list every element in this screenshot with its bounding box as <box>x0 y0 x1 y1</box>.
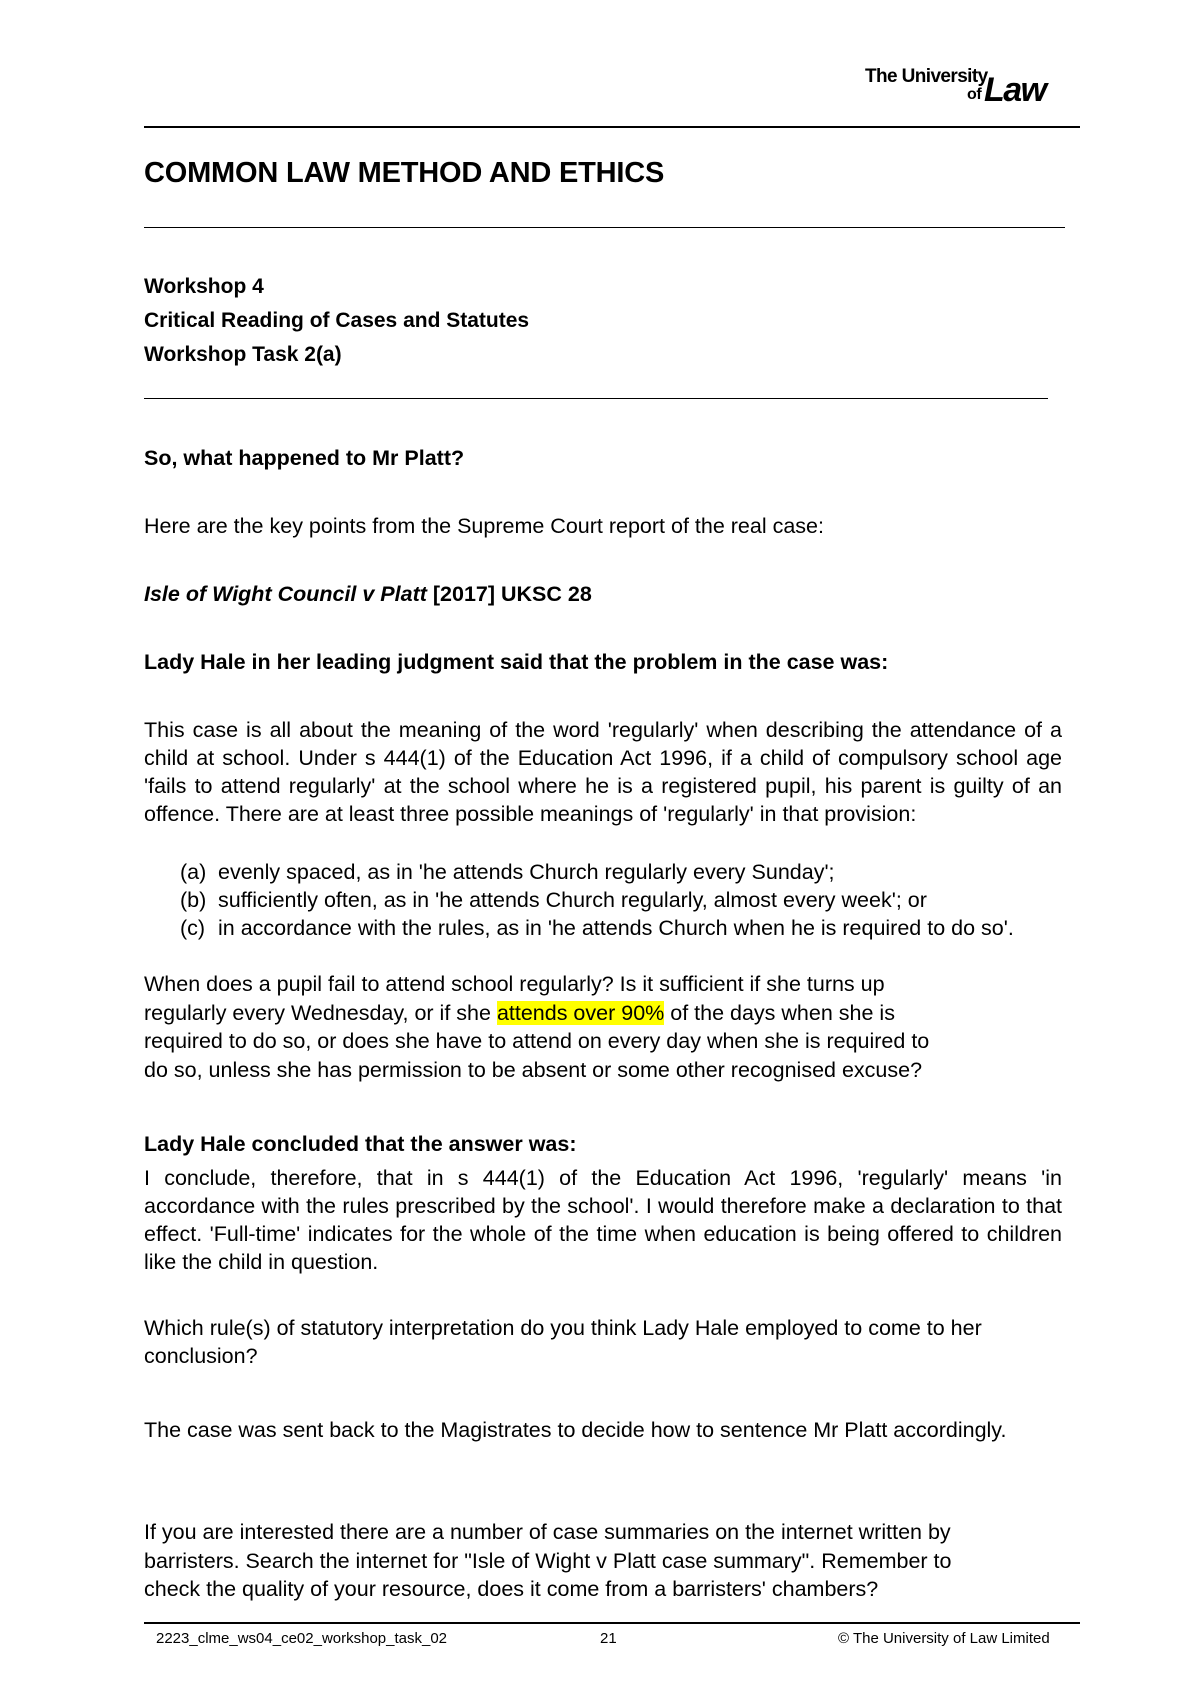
logo-law: Law <box>984 71 1046 109</box>
meta-rule <box>144 398 1048 399</box>
conclusion-paragraph: I conclude, therefore, that in s 444(1) of the Education Act 1996, 'regularly' means 'in accordance with the rules prescribed by the school'. I would therefore make a declaration to that effect. 'Full-time' indicates for the whole of the time when education is being offered to children like the child in question. <box>144 1166 1062 1274</box>
question-line: When does a pupil fail to attend school regularly? Is it sufficient if she turns up <box>144 972 885 996</box>
footer-page-number: 21 <box>600 1630 617 1647</box>
list-item <box>180 886 1062 914</box>
question-heading: So, what happened to Mr Platt? <box>144 446 465 470</box>
judgment-heading: Lady Hale in her leading judgment said that the problem in the case was: <box>144 650 889 674</box>
question-line: do so, unless she has permission to be absent or some other recognised excuse? <box>144 1057 923 1082</box>
footer-copyright: © The University of Law Limited <box>838 1630 1050 1647</box>
list-item <box>180 858 1062 886</box>
interest-line: barristers. Search the internet for "Isle of Wight v Platt case summary". Remember to <box>144 1548 952 1573</box>
logo-line1: The University <box>865 66 988 87</box>
workshop-number: Workshop 4 <box>144 275 264 298</box>
question-line-highlighted <box>144 999 1062 1028</box>
document-title: COMMON LAW METHOD AND ETHICS <box>144 157 665 189</box>
list-item-text: in accordance with the rules, as in 'he attends Church when he is required to do so'. <box>218 916 1014 940</box>
title-rule <box>144 227 1065 228</box>
footer-doc-code: 2223_clme_ws04_ce02_workshop_task_02 <box>156 1630 448 1647</box>
intro-text: Here are the key points from the Supreme Court report of the real case: <box>144 514 824 538</box>
list-item-text: sufficiently often, as in 'he attends Church regularly, almost every week'; or <box>218 888 927 912</box>
interest-line: check the quality of your resource, does it come from a barristers' chambers? <box>144 1577 879 1601</box>
question-paragraph <box>144 970 1062 1084</box>
sent-back-text: The case was sent back to the Magistrates to decide how to sentence Mr Platt accordingly. <box>144 1418 1007 1442</box>
university-of-law-logo <box>865 64 1077 108</box>
interest-paragraph <box>144 1518 1062 1604</box>
workshop-topic: Critical Reading of Cases and Statutes <box>144 309 530 332</box>
header-rule <box>144 126 1080 128</box>
case-citation: [2017] UKSC 28 <box>426 582 592 606</box>
problem-paragraph: This case is all about the meaning of the word 'regularly' when describing the attendance of a child at school. Under s 444(1) of the Education Act 1996, if a child of compulsory school age 'fails to attend regularly' at the school where he is a registered pupil, his parent is guilty of an offence. There are at least three possible meanings of 'regularly' in that provision: <box>144 718 1062 826</box>
footer-rule <box>144 1622 1080 1624</box>
list-item-label: (c) <box>180 916 206 940</box>
question-line: required to do so, or does she have to attend on every day when she is required to <box>144 1029 930 1053</box>
case-reference <box>144 580 1062 608</box>
conclusion-heading: Lady Hale concluded that the answer was: <box>144 1132 577 1156</box>
rule-question: Which rule(s) of statutory interpretation do you think Lady Hale employed to come to her conclusion? <box>144 1316 982 1368</box>
list-item-text: evenly spaced, as in 'he attends Church regularly every Sunday'; <box>218 860 835 884</box>
meanings-list <box>180 858 1062 942</box>
question-line-end: of the days when she is <box>664 1000 895 1025</box>
list-item <box>180 914 1062 942</box>
case-name: Isle of Wight Council v Platt <box>144 582 427 606</box>
question-line-start: regularly every Wednesday, or if she <box>144 1000 497 1025</box>
logo-of: of <box>967 86 982 103</box>
workshop-meta <box>144 270 529 372</box>
list-item-label: (b) <box>180 888 207 912</box>
interest-line: If you are interested there are a number of case summaries on the internet written by <box>144 1520 951 1544</box>
workshop-task: Workshop Task 2(a) <box>144 343 342 366</box>
highlighted-text: attends over 90% <box>496 1000 665 1025</box>
list-item-label: (a) <box>180 860 207 884</box>
